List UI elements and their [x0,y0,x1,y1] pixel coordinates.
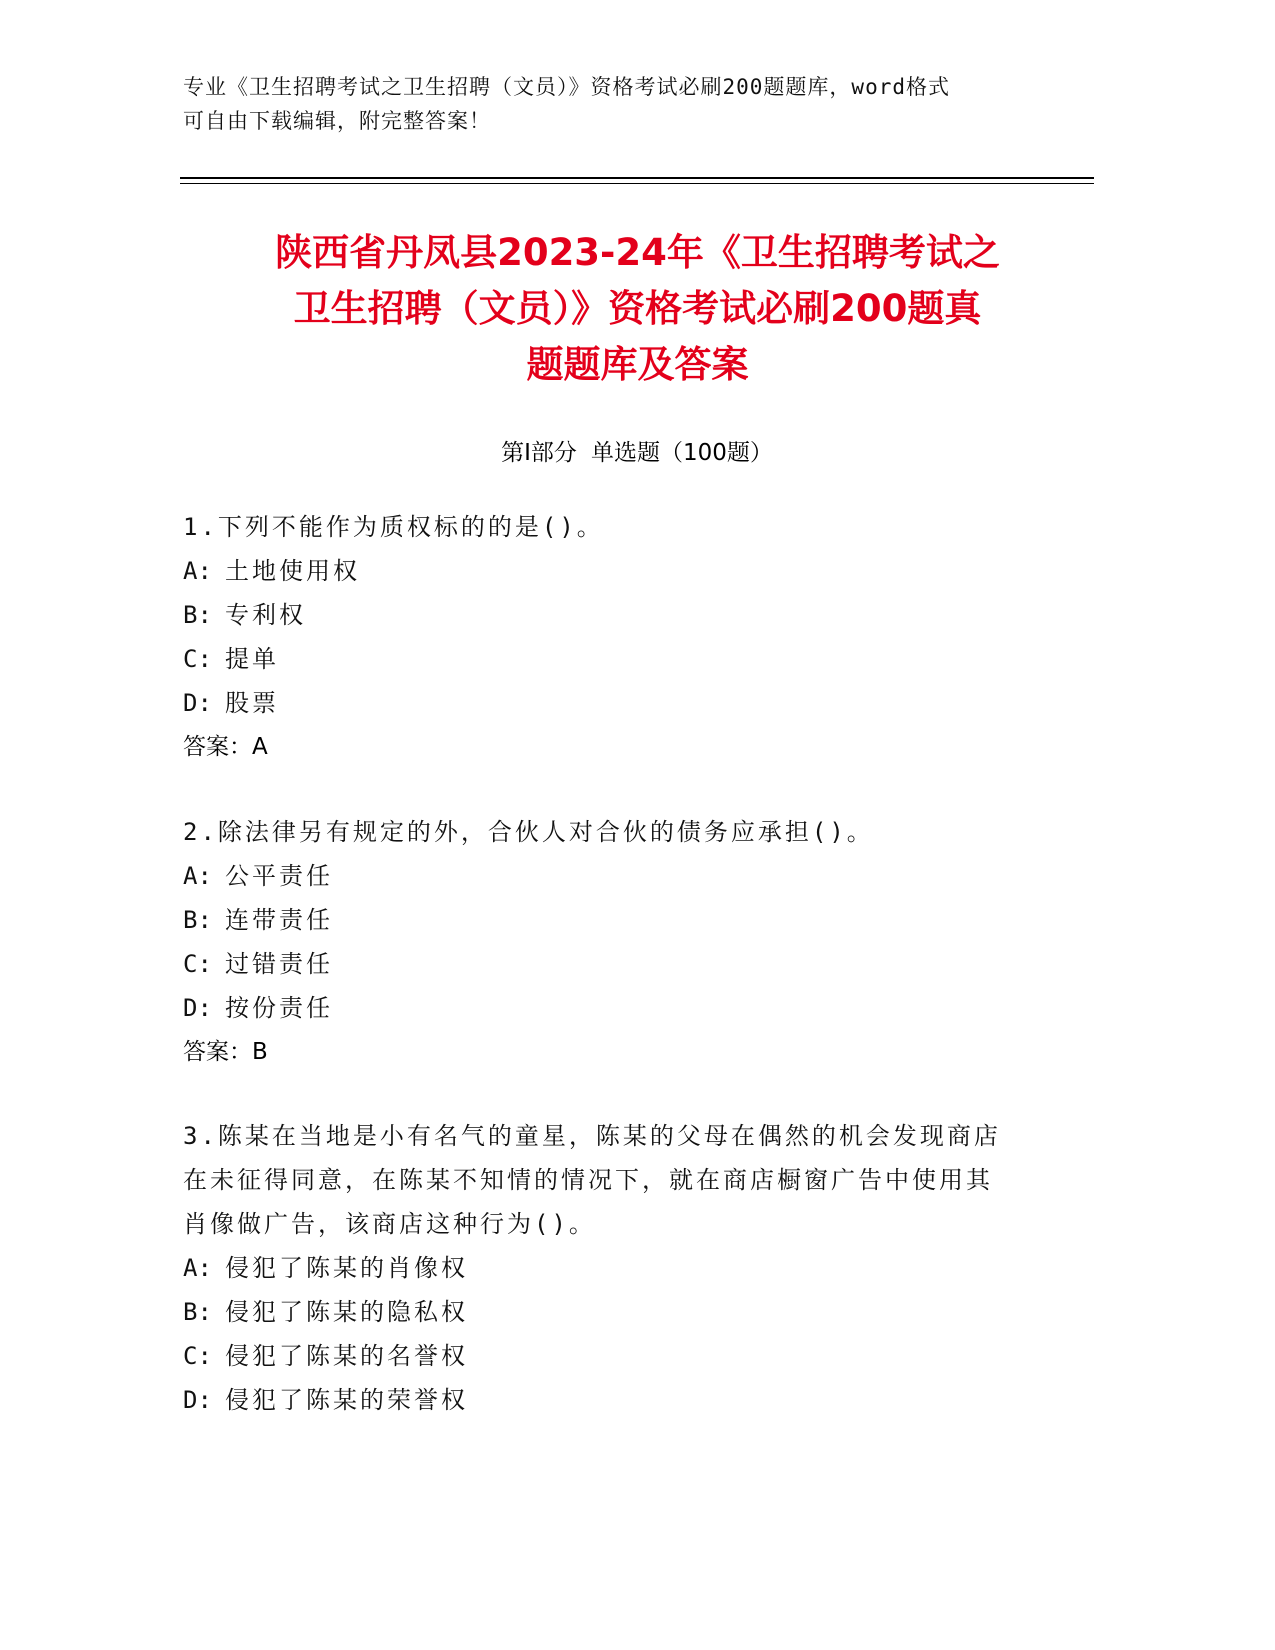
option-key: A: [183,1254,212,1282]
option-text: 专利权 [225,601,306,629]
question-stem-line: 在未征得同意，在陈某不知情的情况下，就在商店橱窗广告中使用其 [183,1166,993,1194]
option-key: B: [183,1298,212,1326]
option-key: B: [183,601,212,629]
header-note-line: 专业《卫生招聘考试之卫生招聘（文员）》资格考试必刷200题题库，word格式 [183,75,950,99]
header-divider [180,177,1094,179]
header-note-line: 可自由下载编辑，附完整答案！ [183,109,491,133]
question-stem [183,505,1083,549]
question-stem-line: 1.下列不能作为质权标的的是()。 [183,513,604,541]
section-part: 第Ⅰ部分 [501,440,577,466]
title-line: 卫生招聘（文员）》资格考试必刷200题真 [293,287,982,330]
option-text: 土地使用权 [225,557,360,585]
section-title [180,436,1094,470]
option-key: C: [183,1342,212,1370]
question-stem-line: 肖像做广告，该商店这种行为()。 [183,1210,596,1238]
answer: 答案：A [183,734,268,760]
answer: 答案：B [183,1039,268,1065]
option-key: C: [183,645,212,673]
section-name: 单选题（100题） [590,440,773,466]
title-line: 题题库及答案 [526,343,749,386]
option-text: 股票 [225,689,279,717]
question-stem [183,810,1083,854]
option-text: 侵犯了陈某的名誉权 [225,1342,468,1370]
option-text: 过错责任 [225,950,333,978]
title-line: 陕西省丹凤县2023-24年《卫生招聘考试之 [275,231,1000,274]
document-title [170,225,1105,393]
option-b [183,593,1083,637]
header-note [183,70,1063,138]
option-key: C: [183,950,212,978]
header-divider-thin [180,183,1094,184]
option-text: 侵犯了陈某的隐私权 [225,1298,468,1326]
option-text: 侵犯了陈某的肖像权 [225,1254,468,1282]
option-text: 提单 [225,645,279,673]
option-d [183,1378,1083,1422]
option-key: B: [183,906,212,934]
option-b [183,898,1083,942]
option-c [183,1334,1083,1378]
question-item [183,505,1083,769]
option-key: D: [183,994,212,1022]
question-item [183,810,1083,1074]
option-a [183,854,1083,898]
option-key: D: [183,1386,212,1414]
option-c [183,637,1083,681]
option-text: 公平责任 [225,862,333,890]
question-stem-line: 3.陈某在当地是小有名气的童星，陈某的父母在偶然的机会发现商店 [183,1122,1001,1150]
option-d [183,681,1083,725]
option-key: D: [183,689,212,717]
option-c [183,942,1083,986]
option-b [183,1290,1083,1334]
option-key: A: [183,557,212,585]
option-a [183,1246,1083,1290]
question-stem [183,1114,1083,1246]
option-text: 按份责任 [225,994,333,1022]
option-a [183,549,1083,593]
question-item [183,1114,1083,1422]
option-d [183,986,1083,1030]
question-stem-line: 2.除法律另有规定的外，合伙人对合伙的债务应承担()。 [183,818,874,846]
option-text: 连带责任 [225,906,333,934]
option-key: A: [183,862,212,890]
option-text: 侵犯了陈某的荣誉权 [225,1386,468,1414]
